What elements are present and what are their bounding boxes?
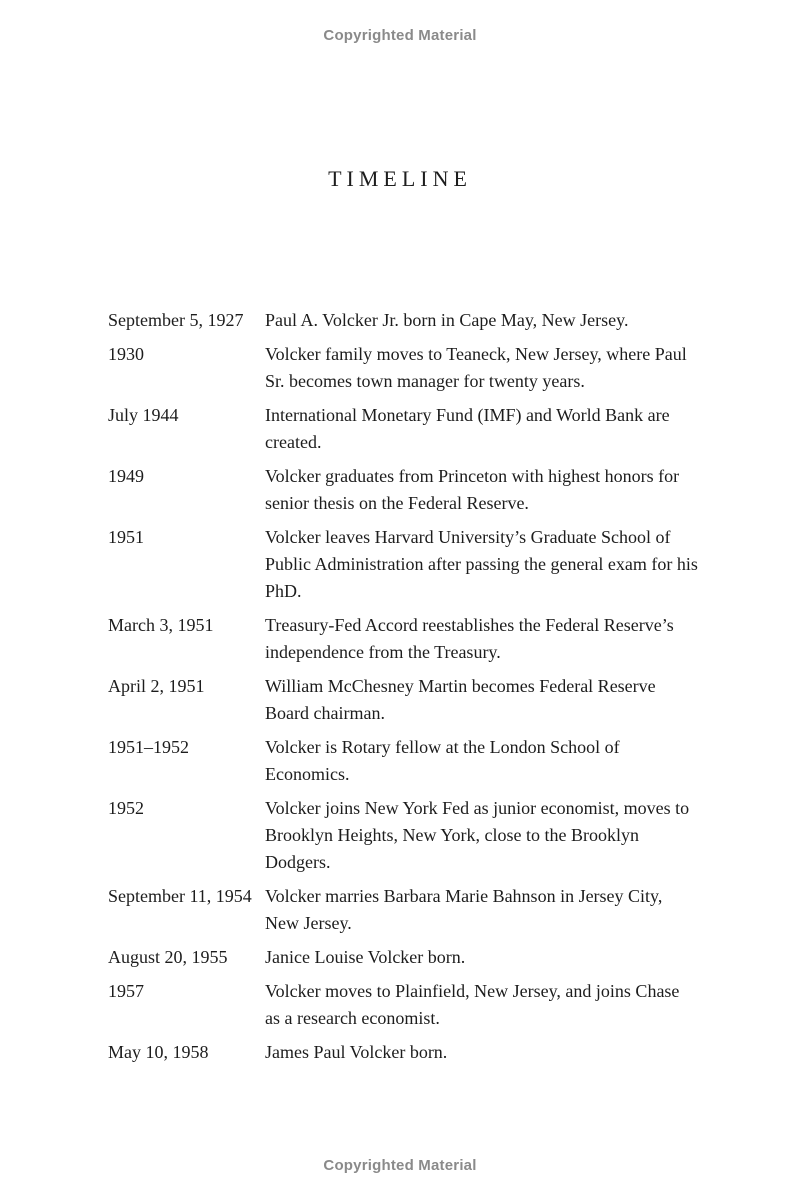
timeline-date: April 2, 1951 bbox=[108, 676, 205, 696]
timeline-entry bbox=[108, 673, 698, 727]
timeline-event: Volcker family moves to Teaneck, New Jersey, where Paul Sr. becomes town manager for twenty years. bbox=[265, 344, 687, 391]
timeline-event: Janice Louise Volcker born. bbox=[265, 947, 466, 967]
timeline-date: 1951–1952 bbox=[108, 737, 189, 757]
copyright-watermark-top: Copyrighted Material bbox=[323, 27, 477, 44]
timeline-date: September 11, 1954 bbox=[108, 886, 252, 906]
timeline-date: 1957 bbox=[108, 981, 144, 1001]
timeline-entry bbox=[108, 402, 698, 456]
timeline-entry bbox=[108, 978, 698, 1032]
page-title: TIMELINE bbox=[328, 166, 472, 191]
timeline-entry bbox=[108, 307, 698, 334]
timeline-list bbox=[108, 307, 698, 1073]
timeline-event: James Paul Volcker born. bbox=[265, 1042, 448, 1062]
timeline-entry bbox=[108, 463, 698, 517]
timeline-date: 1951 bbox=[108, 527, 144, 547]
timeline-event: Volcker leaves Harvard University’s Graduate School of Public Administration after passing the general exam for his PhD. bbox=[265, 527, 698, 601]
timeline-entry bbox=[108, 944, 698, 971]
timeline-entry bbox=[108, 524, 698, 605]
timeline-entry bbox=[108, 612, 698, 666]
copyright-watermark-bottom: Copyrighted Material bbox=[323, 1157, 477, 1174]
timeline-event: Volcker marries Barbara Marie Bahnson in Jersey City, New Jersey. bbox=[265, 886, 663, 933]
timeline-date: May 10, 1958 bbox=[108, 1042, 209, 1062]
timeline-date: 1930 bbox=[108, 344, 144, 364]
timeline-event: Volcker moves to Plainfield, New Jersey, and joins Chase as a research economist. bbox=[265, 981, 680, 1028]
timeline-date: September 5, 1927 bbox=[108, 310, 244, 330]
timeline-date: July 1944 bbox=[108, 405, 179, 425]
timeline-entry bbox=[108, 341, 698, 395]
timeline-date: 1949 bbox=[108, 466, 144, 486]
timeline-date: August 20, 1955 bbox=[108, 947, 228, 967]
timeline-event: Paul A. Volcker Jr. born in Cape May, New Jersey. bbox=[265, 310, 629, 330]
timeline-entry bbox=[108, 795, 698, 876]
timeline-date: 1952 bbox=[108, 798, 144, 818]
timeline-event: Volcker graduates from Princeton with highest honors for senior thesis on the Federal Reserve. bbox=[265, 466, 680, 513]
timeline-event: Treasury-Fed Accord reestablishes the Federal Reserve’s independence from the Treasury. bbox=[265, 615, 674, 662]
timeline-entry bbox=[108, 883, 698, 937]
timeline-event: Volcker joins New York Fed as junior economist, moves to Brooklyn Heights, New York, close to the Brooklyn Dodgers. bbox=[265, 798, 690, 872]
timeline-event: International Monetary Fund (IMF) and World Bank are created. bbox=[265, 405, 670, 452]
timeline-entry bbox=[108, 734, 698, 788]
timeline-date: March 3, 1951 bbox=[108, 615, 214, 635]
timeline-event: William McChesney Martin becomes Federal Reserve Board chairman. bbox=[265, 676, 656, 723]
timeline-entry bbox=[108, 1039, 698, 1066]
timeline-event: Volcker is Rotary fellow at the London School of Economics. bbox=[265, 737, 620, 784]
